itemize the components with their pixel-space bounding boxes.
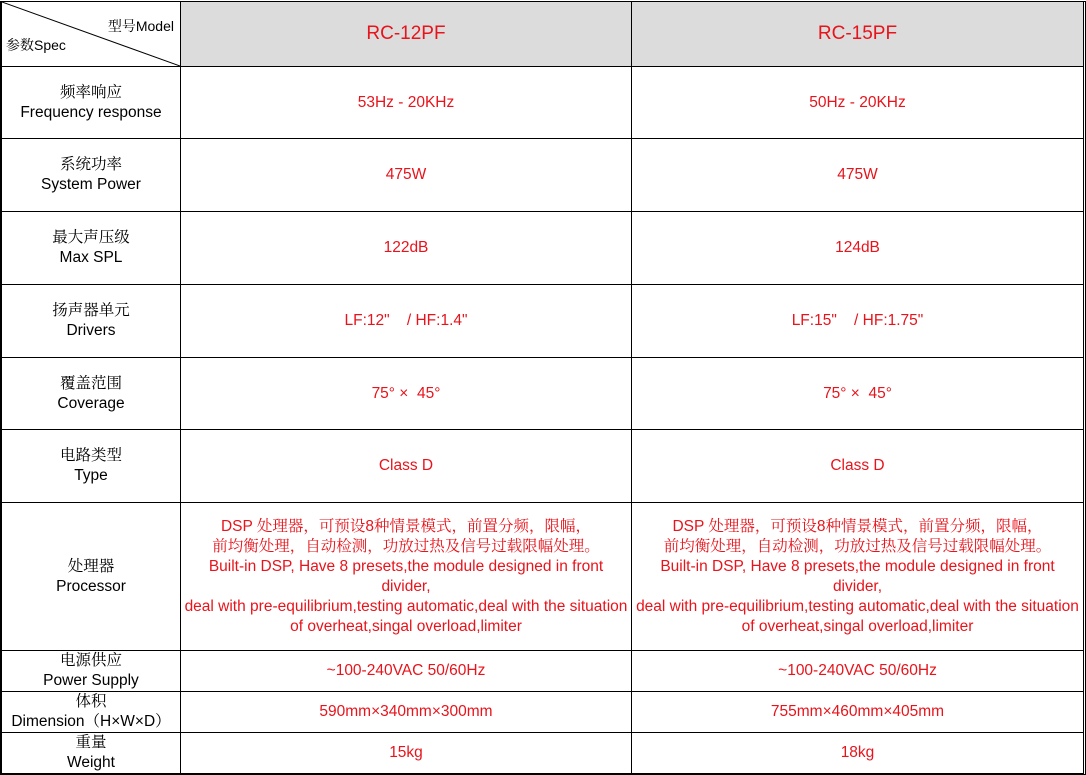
processor-line: DSP 处理器，可预设8种情景模式，前置分频，限幅， — [220, 517, 592, 535]
value-cell: 755mm×460mm×405mm — [632, 692, 1084, 733]
spec-table-frame — [0, 1, 1086, 775]
processor-line: 前均衡处理，自动检测，功放过热及信号过载限幅处理。 — [663, 537, 1052, 555]
label-en: Max SPL — [59, 249, 123, 266]
label-cn: 扬声器单元 — [52, 302, 130, 319]
value-cell: 124dB — [632, 212, 1084, 285]
value-cell: 75° × 45° — [632, 358, 1084, 430]
label-cn: 处理器 — [67, 557, 115, 575]
corner-spec-label: 参数Spec — [6, 37, 66, 53]
processor-line: deal with pre-equilibrium,testing automatic,deal with the situation of overheat,singal overload,limiter — [636, 597, 1079, 635]
label-cn: 系统功率 — [59, 156, 122, 173]
label-cn: 频率响应 — [59, 83, 122, 101]
model-header-2: RC-15PF — [632, 2, 1084, 67]
value-cell: LF:15" / HF:1.75" — [632, 285, 1084, 358]
label-en: Drivers — [66, 322, 116, 339]
label-en: Dimension（H×W×D） — [11, 713, 171, 730]
label-cn: 重量 — [75, 734, 107, 751]
value-cell: Class D — [632, 430, 1084, 503]
label-en: Coverage — [57, 394, 125, 412]
value-cell: Class D — [181, 430, 632, 503]
model-header-1: RC-12PF — [181, 2, 632, 67]
label-en: Weight — [67, 754, 115, 771]
label-cn: 覆盖范围 — [59, 374, 122, 392]
processor-line: 前均衡处理，自动检测，功放过热及信号过载限幅处理。 — [212, 537, 600, 555]
value-cell: 75° × 45° — [181, 358, 632, 430]
value-cell: 18kg — [632, 733, 1084, 774]
value-cell: 53Hz - 20KHz — [181, 67, 632, 139]
value-cell: ~100-240VAC 50/60Hz — [632, 651, 1084, 692]
label-cn: 电路类型 — [59, 447, 122, 464]
label-cn: 电源供应 — [59, 652, 122, 669]
processor-line: Built-in DSP, Have 8 presets,the module designed in front divider, — [208, 557, 604, 595]
diagonal-divider — [2, 2, 180, 66]
value-cell: ~100-240VAC 50/60Hz — [181, 651, 632, 692]
label-en: Power Supply — [43, 672, 139, 689]
value-cell: 50Hz - 20KHz — [632, 67, 1084, 139]
value-cell: 475W — [181, 139, 632, 212]
label-cn: 体积 — [75, 693, 107, 710]
processor-line: deal with pre-equilibrium,testing automatic,deal with the situation of overheat,singal overload,limiter — [184, 597, 628, 635]
label-en: Processor — [56, 577, 126, 595]
value-cell: 590mm×340mm×300mm — [181, 692, 632, 733]
value-cell: 475W — [632, 139, 1084, 212]
value-cell: 15kg — [181, 733, 632, 774]
processor-line: Built-in DSP, Have 8 presets,the module designed in front divider, — [660, 557, 1055, 595]
label-cn: 最大声压级 — [52, 229, 130, 246]
label-en: Type — [74, 467, 108, 484]
label-en: System Power — [41, 176, 141, 193]
label-en: Frequency response — [20, 103, 162, 121]
value-cell: LF:12" / HF:1.4" — [181, 285, 632, 358]
processor-line: DSP 处理器，可预设8种情景模式，前置分频，限幅， — [672, 517, 1043, 535]
corner-model-label: 型号Model — [107, 18, 174, 34]
value-cell: 122dB — [181, 212, 632, 285]
corner-cell — [2, 2, 181, 67]
